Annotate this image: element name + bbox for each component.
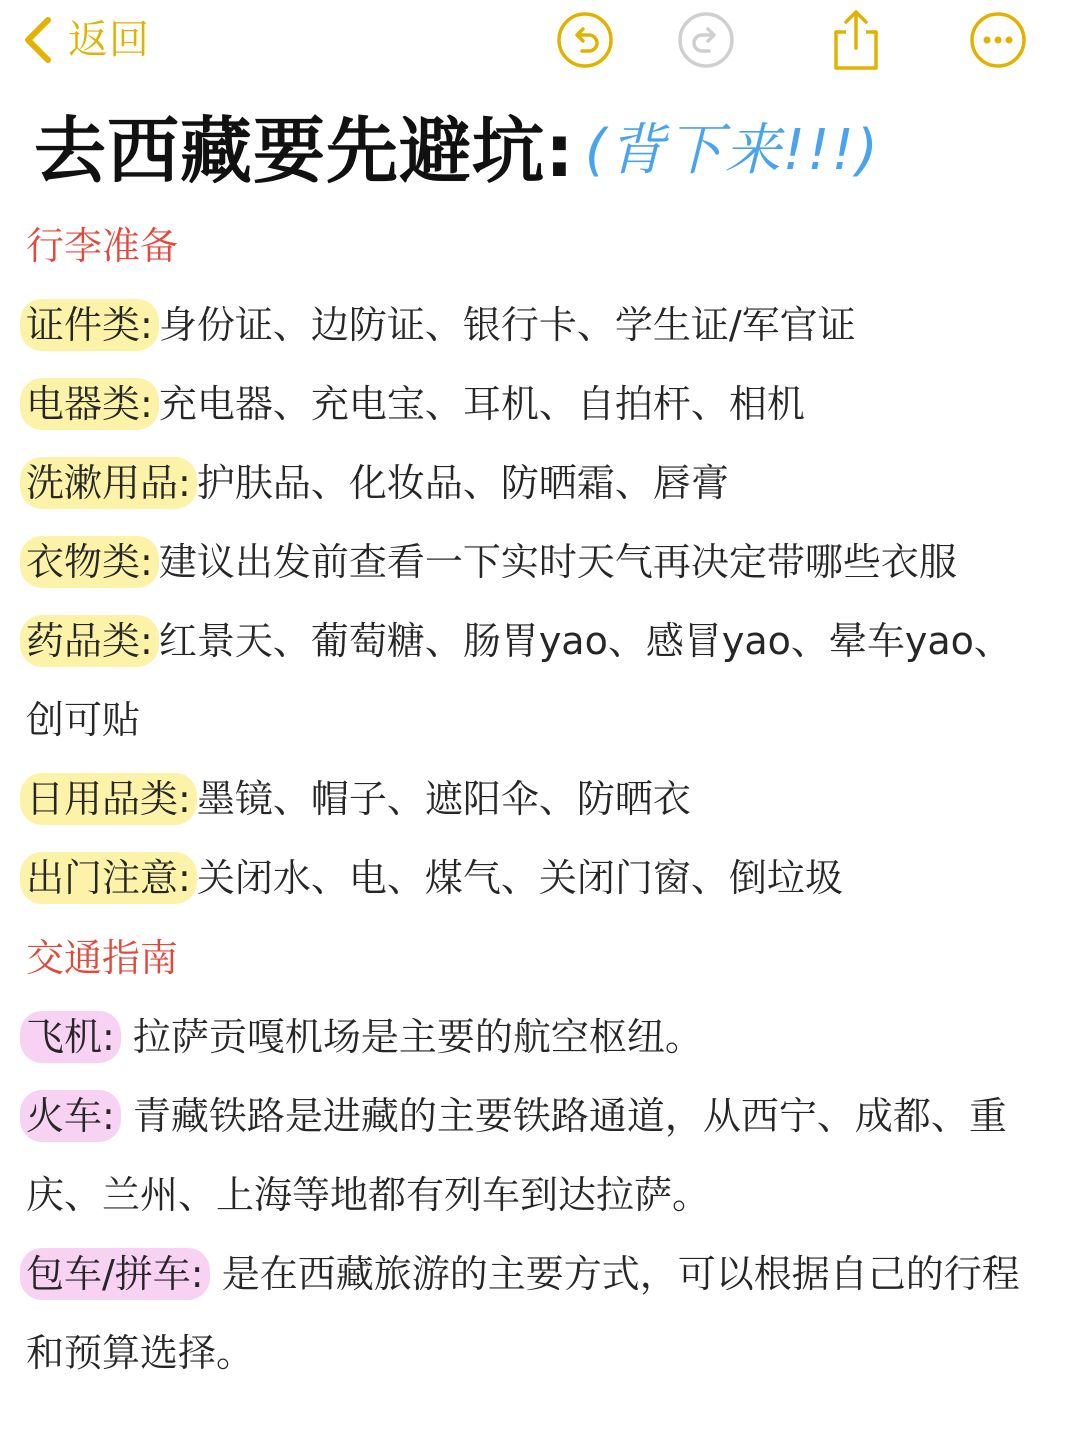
section-title-transport: 交通指南 <box>26 936 179 980</box>
item-text: 红景天、葡萄糖、肠胃yao、感冒yao、晕车yao、创可贴 <box>26 619 1012 742</box>
list-item <box>26 998 1046 1077</box>
title-row <box>34 96 880 206</box>
item-text: 青藏铁路是进藏的主要铁路通道，从西宁、成都、重庆、兰州、上海等地都有列车到达拉萨。 <box>26 1094 1007 1217</box>
item-text: 护肤品、化妆品、防晒霜、唇膏 <box>196 461 729 505</box>
list-item <box>26 760 1046 839</box>
item-label: 出门注意: <box>20 852 197 904</box>
list-item <box>26 1235 1046 1393</box>
item-text: 充电器、充电宝、耳机、自拍杆、相机 <box>158 382 805 426</box>
back-button[interactable] <box>18 10 150 70</box>
list-item <box>26 839 1046 918</box>
item-label: 火车: <box>20 1090 121 1142</box>
page-title: 去西藏要先避坑: <box>34 109 575 193</box>
item-label: 电器类: <box>20 378 159 430</box>
item-text: 关闭水、电、煤气、关闭门窗、倒垃圾 <box>196 856 843 900</box>
undo-button[interactable] <box>555 10 615 70</box>
redo-button[interactable] <box>676 10 736 70</box>
more-icon <box>969 11 1027 69</box>
item-text: 身份证、边防证、银行卡、学生证/军官证 <box>158 303 856 347</box>
list-item <box>26 444 1046 523</box>
redo-icon <box>677 11 735 69</box>
item-text: 是在西藏旅游的主要方式，可以根据自己的行程和预算选择。 <box>26 1252 1020 1375</box>
chevron-left-icon <box>18 14 58 66</box>
item-label: 衣物类: <box>20 536 159 588</box>
item-label: 证件类: <box>20 299 159 351</box>
list-item <box>26 602 1046 760</box>
list-item <box>26 1077 1046 1235</box>
more-button[interactable] <box>968 10 1028 70</box>
undo-icon <box>556 11 614 69</box>
item-text: 建议出发前查看一下实时天气再决定带哪些衣服 <box>158 540 957 584</box>
list-item <box>26 365 1046 444</box>
top-bar <box>0 0 1080 84</box>
share-button[interactable] <box>826 10 886 70</box>
list-item <box>26 286 1046 365</box>
item-label: 飞机: <box>20 1011 121 1063</box>
back-label: 返回 <box>68 17 150 63</box>
item-text: 墨镜、帽子、遮阳伞、防晒衣 <box>196 777 691 821</box>
page-subtitle: (背下来!!!) <box>584 118 880 183</box>
item-text: 拉萨贡嘎机场是主要的航空枢纽。 <box>120 1015 703 1059</box>
item-label: 日用品类: <box>20 773 197 825</box>
item-label: 洗漱用品: <box>20 457 197 509</box>
share-icon <box>828 8 884 72</box>
section-title-luggage: 行李准备 <box>26 224 179 268</box>
item-label: 包车/拼车: <box>20 1248 210 1300</box>
item-label: 药品类: <box>20 615 159 667</box>
list-item <box>26 523 1046 602</box>
note-body <box>26 206 1056 1393</box>
